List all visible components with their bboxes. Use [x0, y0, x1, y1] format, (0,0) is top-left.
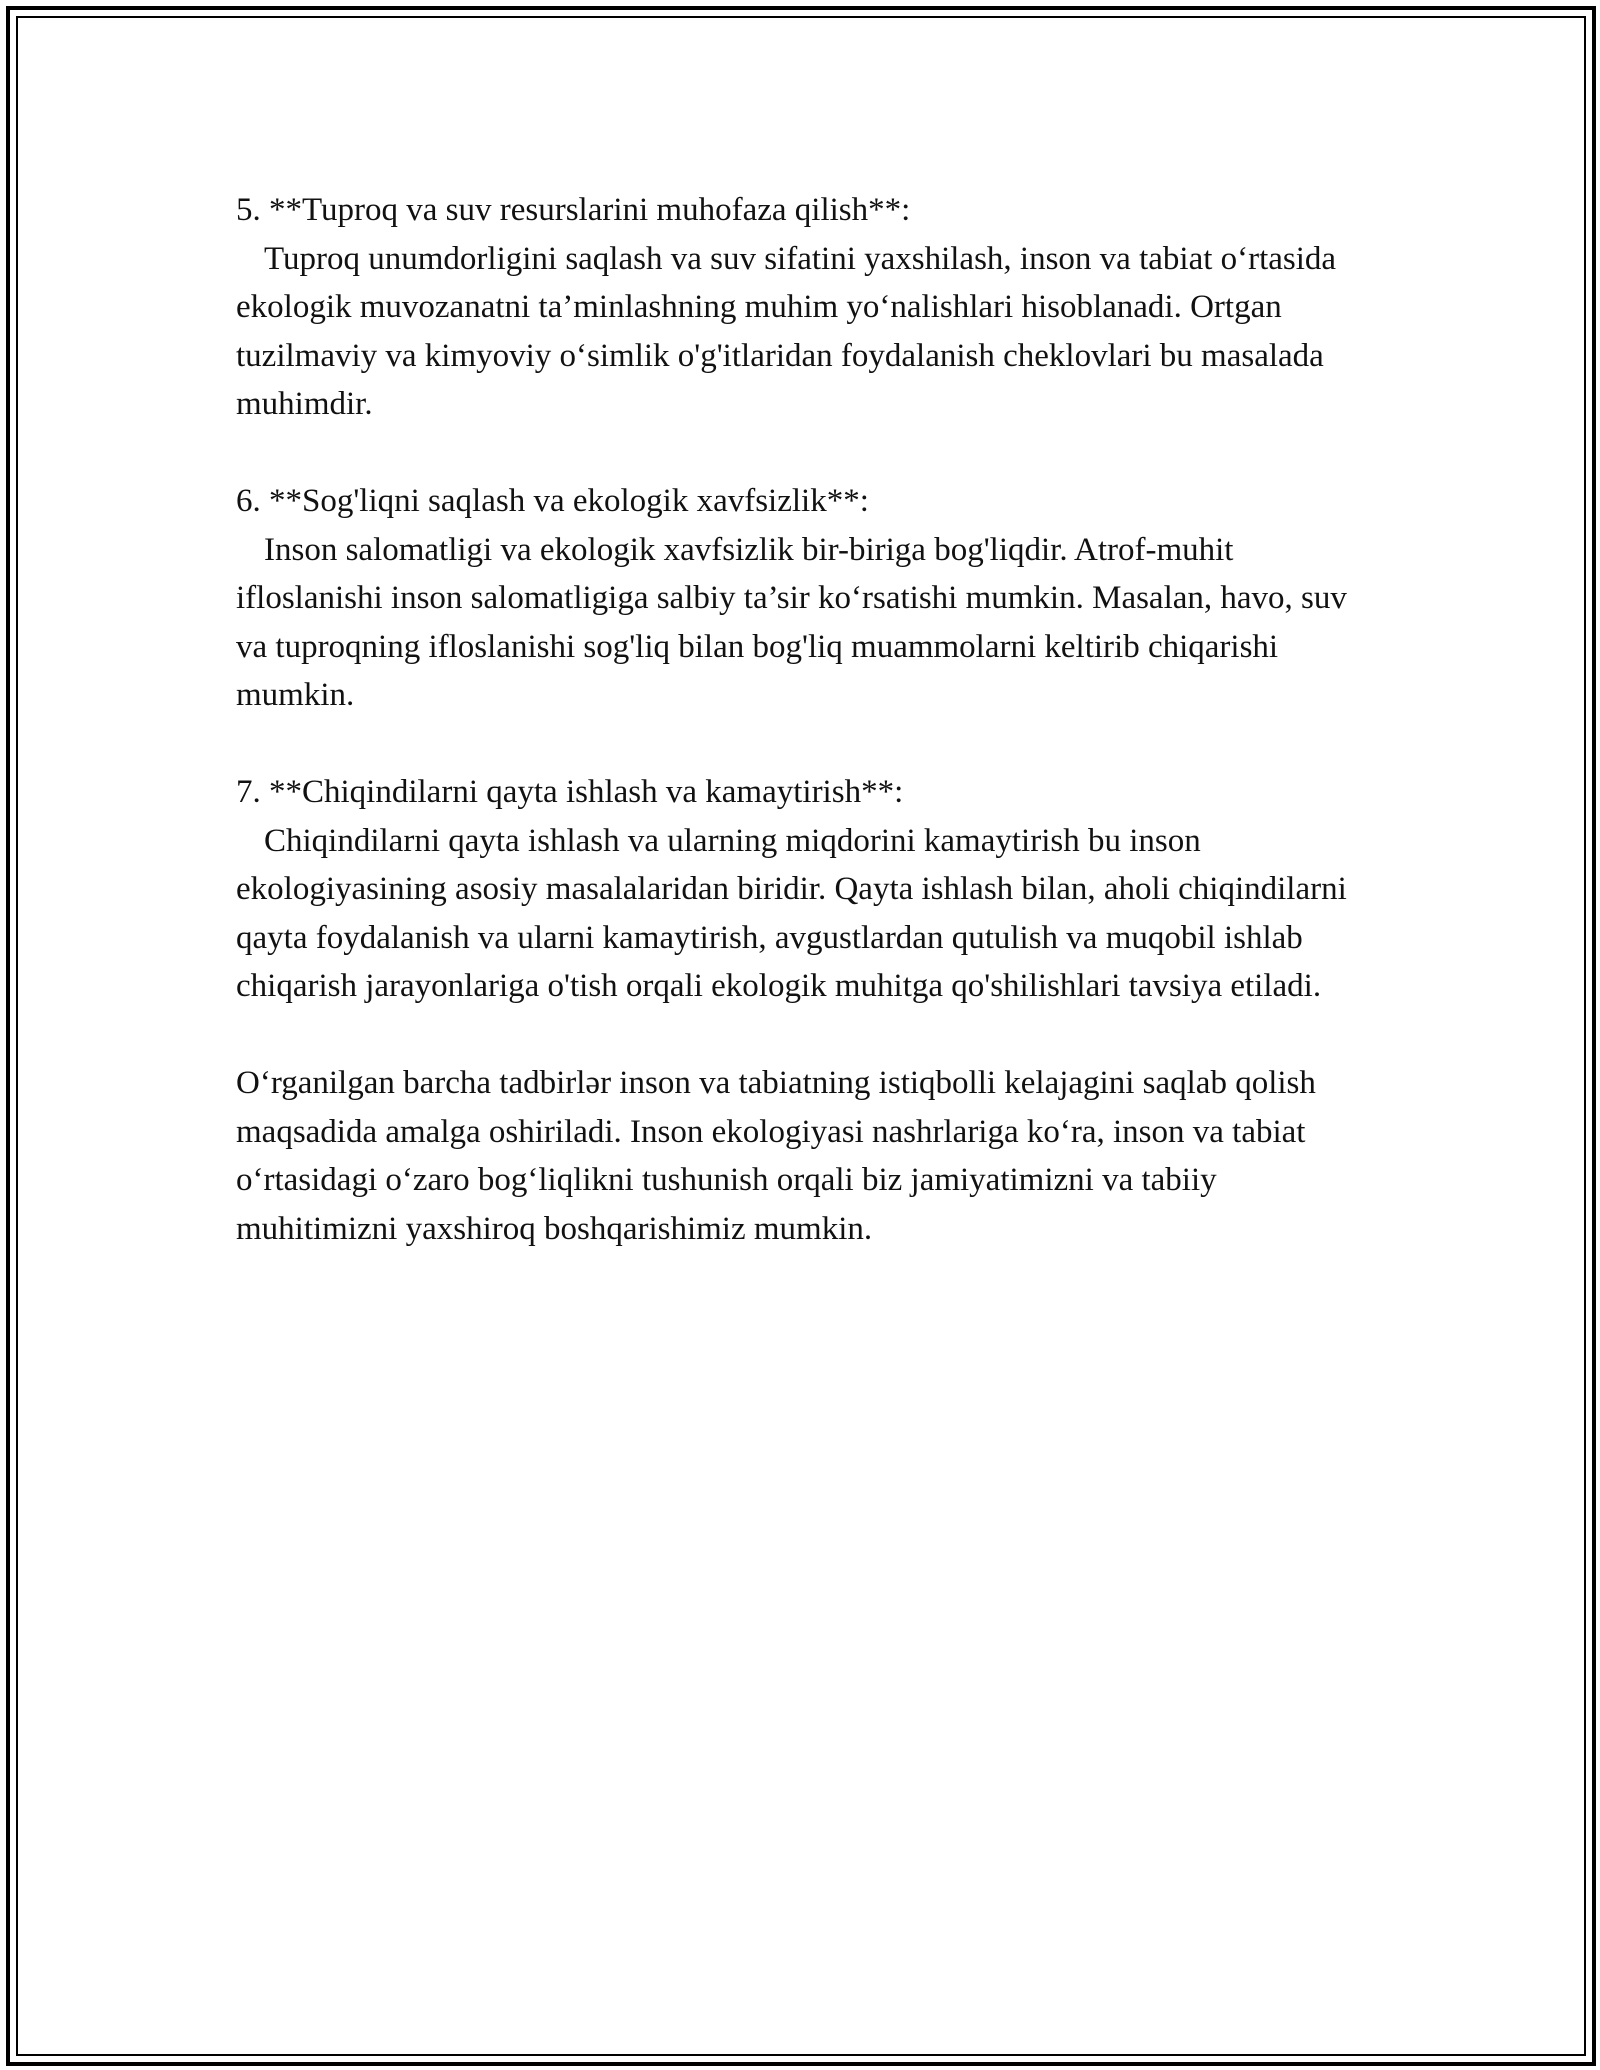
section-5: [236, 186, 1356, 429]
section-heading: 6. **Sog'liqni saqlash va ekologik xavfsizlik**:: [236, 483, 869, 519]
section-paragraph: Chiqindilarni qayta ishlash va ularning miqdorini kamaytirish bu inson ekologiyasining asosiy masalalaridan biridir. Qayta ishlash bilan, aholi chiqindilarni qayta foydalanish va ularni kamaytirish, avgustlardan qutulish va muqobil ishlab chiqarish jarayonlariga o'tish orqali ekologik muhitga qo'shilishlari tavsiya etiladi.: [236, 822, 1356, 1004]
section-paragraph: Tuproq unumdorligini saqlash va suv sifatini yaxshilash, inson va tabiat o‘rtasida ekologik muvozanatni ta’minlashning muhim yo‘nalishlari hisoblanadi. Ortgan tuzilmaviy va kimyoviy o‘simlik o'g'itlaridan foydalanish cheklovlari bu masalada muhimdir.: [236, 240, 1345, 422]
section-6: [236, 477, 1356, 720]
document-body: [236, 186, 1356, 1302]
conclusion-paragraph: O‘rganilgan barcha tadbirlər inson va tabiatning istiqbolli kelajagini saqlab qolish maqsadida amalga oshiriladi. Inson ekologiyasi nashrlariga ko‘ra, inson va tabiat o‘rtasidagi o‘zaro bog‘liqlikni tushunish orqali biz jamiyatimizni va tabiiy muhitimizni yaxshiroq boshqarishimiz mumkin.: [236, 1065, 1325, 1247]
section-heading: 7. **Chiqindilarni qayta ishlash va kamaytirish**:: [236, 774, 904, 810]
section-paragraph: Inson salomatligi va ekologik xavfsizlik bir-biriga bog'liqdir. Atrof-muhit ifloslanishi inson salomatligiga salbiy ta’sir ko‘rsatishi mumkin. Masalan, havo, suv va tuproqning ifloslanishi sog'liq bilan bog'liq muammolarni keltirib chiqarishi mumkin.: [236, 531, 1356, 713]
section-heading: 5. **Tuproq va suv resurslarini muhofaza qilish**:: [236, 192, 911, 228]
section-7: [236, 768, 1356, 1011]
conclusion-section: [236, 1059, 1356, 1253]
